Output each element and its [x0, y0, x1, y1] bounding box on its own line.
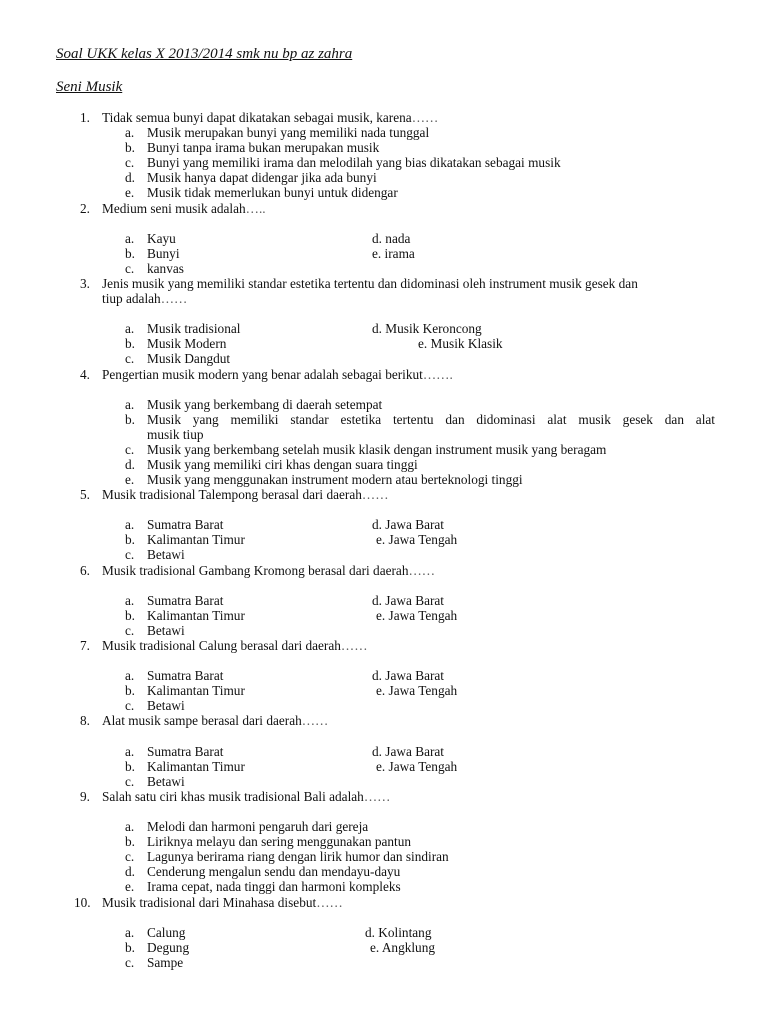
- option-text: Betawi: [147, 774, 185, 789]
- option-text: Degung: [147, 940, 190, 955]
- option-letter: c.: [125, 955, 135, 970]
- option-text: e. Jawa Tengah: [376, 608, 458, 623]
- question-text: Medium seni musik adalah…..: [102, 201, 266, 216]
- option-letter: c.: [125, 351, 135, 366]
- option-letter: a.: [125, 321, 135, 336]
- question-text: Musik tradisional Calung berasal dari daerah……: [102, 638, 368, 653]
- option-text: e. Jawa Tengah: [376, 683, 458, 698]
- question-number: 8.: [80, 713, 90, 728]
- option-letter: c.: [125, 261, 135, 276]
- option-text: Kalimantan Timur: [147, 608, 245, 623]
- option-letter: a.: [125, 668, 135, 683]
- option-text: Sumatra Barat: [147, 744, 224, 759]
- question-text: Tidak semua bunyi dapat dikatakan sebagai musik, karena……: [102, 110, 439, 125]
- option-text: d. nada: [372, 231, 411, 246]
- option-letter: a.: [125, 125, 135, 140]
- subject-heading: Seni Musik: [56, 79, 123, 95]
- option-text-line-1: Musik yang memiliki standar estetika tertentu dan didominasi alat musik gesek dan alat: [147, 412, 715, 427]
- question-number: 6.: [80, 563, 90, 578]
- option-letter: a.: [125, 397, 135, 412]
- option-text: Musik tradisional: [147, 321, 241, 336]
- option-letter: d.: [125, 864, 135, 879]
- option-letter: b.: [125, 532, 135, 547]
- option-text: Bunyi: [147, 246, 180, 261]
- option-text: Bunyi tanpa irama bukan merupakan musik: [147, 140, 380, 155]
- option-letter: a.: [125, 744, 135, 759]
- option-text: Kayu: [147, 231, 176, 246]
- option-text-line-2: musik tiup: [147, 427, 204, 442]
- option-text: Sampe: [147, 955, 184, 970]
- question-text: Musik tradisional Gambang Kromong berasal dari daerah……: [102, 563, 436, 578]
- option-text: d. Jawa Barat: [372, 517, 444, 532]
- option-letter: b.: [125, 683, 135, 698]
- option-text: Sumatra Barat: [147, 517, 224, 532]
- option-text: e. Jawa Tengah: [376, 759, 458, 774]
- option-text: Musik yang menggunakan instrument modern atau berteknologi tinggi: [147, 472, 523, 487]
- option-text: Musik Modern: [147, 336, 227, 351]
- question-number: 5.: [80, 487, 90, 502]
- question-text: Pengertian musik modern yang benar adalah sebagai berikut…….: [102, 367, 453, 382]
- question-number: 9.: [80, 789, 90, 804]
- question-number: 7.: [80, 638, 90, 653]
- option-text: d. Jawa Barat: [372, 744, 444, 759]
- option-text: Sumatra Barat: [147, 593, 224, 608]
- option-text: Kalimantan Timur: [147, 683, 245, 698]
- option-letter: e.: [125, 185, 135, 200]
- option-text: e. Angklung: [370, 940, 436, 955]
- page-title: Soal UKK kelas X 2013/2014 smk nu bp az zahra: [56, 46, 353, 62]
- option-text: Kalimantan Timur: [147, 759, 245, 774]
- option-letter: a.: [125, 819, 135, 834]
- question-text: Salah satu ciri khas musik tradisional Bali adalah……: [102, 789, 391, 804]
- option-letter: d.: [125, 457, 135, 472]
- option-letter: a.: [125, 517, 135, 532]
- option-text: Musik yang berkembang setelah musik klasik dengan instrument musik yang beragam: [147, 442, 607, 457]
- option-text: e. Musik Klasik: [418, 336, 503, 351]
- option-text: Calung: [147, 925, 186, 940]
- option-letter: b.: [125, 336, 135, 351]
- option-letter: e.: [125, 879, 135, 894]
- option-letter: a.: [125, 231, 135, 246]
- question-text: Musik tradisional dari Minahasa disebut……: [102, 895, 343, 910]
- option-letter: b.: [125, 940, 135, 955]
- option-text: Musik tidak memerlukan bunyi untuk didengar: [147, 185, 398, 200]
- option-letter: c.: [125, 155, 135, 170]
- option-text: d. Jawa Barat: [372, 668, 444, 683]
- question-number: 1.: [80, 110, 90, 125]
- question-number: 4.: [80, 367, 90, 382]
- option-letter: a.: [125, 925, 135, 940]
- option-letter: b.: [125, 608, 135, 623]
- option-text: Kalimantan Timur: [147, 532, 245, 547]
- option-text: Melodi dan harmoni pengaruh dari gereja: [147, 819, 369, 834]
- option-text: Irama cepat, nada tinggi dan harmoni kompleks: [147, 879, 401, 894]
- option-letter: c.: [125, 547, 135, 562]
- option-text: d. Kolintang: [365, 925, 432, 940]
- option-letter: a.: [125, 593, 135, 608]
- option-letter: b.: [125, 140, 135, 155]
- option-text: Cenderung mengalun sendu dan mendayu-dayu: [147, 864, 401, 879]
- option-letter: b.: [125, 246, 135, 261]
- option-letter: c.: [125, 623, 135, 638]
- option-letter: b.: [125, 759, 135, 774]
- question-number: 10.: [74, 895, 91, 910]
- question-text-line-1: Jenis musik yang memiliki standar estetika tertentu dan didominasi oleh instrument musik gesek dan: [102, 276, 638, 291]
- option-text: Liriknya melayu dan sering menggunakan pantun: [147, 834, 412, 849]
- option-text: Musik yang berkembang di daerah setempat: [147, 397, 383, 412]
- option-text: Betawi: [147, 547, 185, 562]
- option-text: Sumatra Barat: [147, 668, 224, 683]
- option-text: Betawi: [147, 623, 185, 638]
- option-text: kanvas: [147, 261, 184, 276]
- option-letter: c.: [125, 698, 135, 713]
- option-letter: c.: [125, 849, 135, 864]
- option-text: Betawi: [147, 698, 185, 713]
- option-text: d. Musik Keroncong: [372, 321, 482, 336]
- option-letter: c.: [125, 774, 135, 789]
- option-text: Musik merupakan bunyi yang memiliki nada tunggal: [147, 125, 430, 140]
- option-text: Lagunya berirama riang dengan lirik humor dan sindiran: [147, 849, 449, 864]
- question-text: Alat musik sampe berasal dari daerah……: [102, 713, 329, 728]
- option-text: Musik yang memiliki ciri khas dengan suara tinggi: [147, 457, 418, 472]
- option-text: d. Jawa Barat: [372, 593, 444, 608]
- option-letter: b.: [125, 412, 135, 427]
- option-text: Musik hanya dapat didengar jika ada bunyi: [147, 170, 377, 185]
- option-letter: d.: [125, 170, 135, 185]
- question-number: 2.: [80, 201, 90, 216]
- option-letter: c.: [125, 442, 135, 457]
- option-text: Musik Dangdut: [147, 351, 231, 366]
- question-text-line-2: tiup adalah……: [102, 291, 188, 306]
- option-letter: e.: [125, 472, 135, 487]
- option-text: e. Jawa Tengah: [376, 532, 458, 547]
- option-letter: b.: [125, 834, 135, 849]
- question-text: Musik tradisional Talempong berasal dari daerah……: [102, 487, 389, 502]
- option-text: e. irama: [372, 246, 415, 261]
- option-text: Bunyi yang memiliki irama dan melodilah yang bias dikatakan sebagai musik: [147, 155, 561, 170]
- question-number: 3.: [80, 276, 90, 291]
